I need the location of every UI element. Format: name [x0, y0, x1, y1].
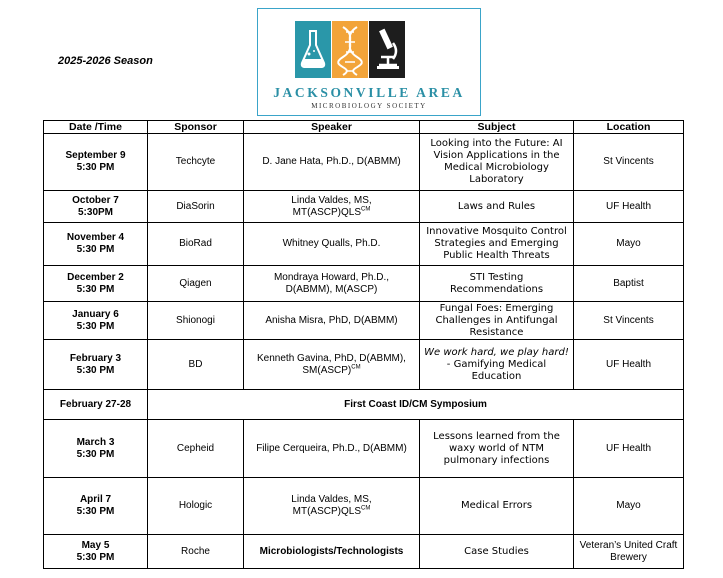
table-row [44, 134, 684, 191]
location-cell: Veteran’s United Craft Brewery [574, 535, 684, 569]
speaker-cell [244, 191, 420, 223]
time: 5:30 PM [76, 551, 115, 563]
sponsor-cell: Roche [148, 535, 244, 569]
speaker-cell: Anisha Misra, PhD, D(ABMM) [244, 302, 420, 340]
header-date: Date /Time [44, 121, 148, 134]
speaker-name: Mondraya Howard, Ph.D., [273, 271, 390, 283]
speaker-cell [244, 340, 420, 390]
table-row-event [44, 390, 684, 420]
flask-icon [295, 21, 331, 78]
date: May 5 [81, 539, 110, 551]
sponsor-cell: Qiagen [148, 266, 244, 302]
table-row [44, 223, 684, 266]
location-cell: St Vincents [574, 302, 684, 340]
logo-subtitle: MICROBIOLOGY SOCIETY [311, 102, 427, 110]
microscope-icon [369, 21, 405, 78]
sponsor-cell: BioRad [148, 223, 244, 266]
subject-cell: Case Studies [420, 535, 574, 569]
header-location: Location [574, 121, 684, 134]
subject-text: - Gamifying Medical Education [446, 358, 547, 382]
date-cell [44, 535, 148, 569]
time: 5:30 PM [76, 448, 115, 460]
speaker-name: Linda Valdes, MS, [291, 194, 372, 206]
date-cell [44, 478, 148, 535]
date-cell [44, 223, 148, 266]
subject-cell: Medical Errors [420, 478, 574, 535]
table-row [44, 302, 684, 340]
sponsor-cell: BD [148, 340, 244, 390]
sponsor-cell: DiaSorin [148, 191, 244, 223]
location-cell: UF Health [574, 420, 684, 478]
date: September 9 [65, 150, 126, 161]
table-row [44, 478, 684, 535]
subject-cell: Lessons learned from the waxy world of NTM pulmonary infections [420, 420, 574, 478]
speaker-name: Linda Valdes, MS, [291, 494, 372, 505]
speaker-cell: D. Jane Hata, Ph.D., D(ABMM) [244, 134, 420, 191]
time: 5:30 PM [76, 506, 115, 517]
time: 5:30 PM [76, 320, 115, 332]
speaker-credentials: SM(ASCP) [302, 364, 352, 376]
date: February 3 [69, 352, 122, 364]
speaker-cell [244, 478, 420, 535]
table-row [44, 191, 684, 223]
society-logo [257, 8, 481, 116]
season-label: 2025-2026 Season [58, 55, 153, 67]
table-row [44, 420, 684, 478]
time: 5:30PM [77, 206, 113, 218]
header-sponsor: Sponsor [148, 121, 244, 134]
date: January 6 [72, 308, 119, 320]
subject-cell: STI Testing Recommendations [420, 266, 574, 302]
date: March 3 [76, 436, 115, 448]
subject-cell: Innovative Mosquito Control Strategies and Emerging Public Health Threats [420, 223, 574, 266]
time: 5:30 PM [76, 244, 115, 255]
event-cell: First Coast ID/CM Symposium [148, 390, 684, 420]
speaker-cell: Microbiologists/Technologists [244, 535, 420, 569]
speaker-credentials: MT(ASCP)QLS [292, 206, 361, 218]
date-cell [44, 302, 148, 340]
time: 5:30 PM [76, 162, 115, 173]
microscope-tile [369, 21, 405, 78]
table-row [44, 340, 684, 390]
table-row [44, 266, 684, 302]
date: October 7 [72, 194, 119, 206]
header-subject: Subject [420, 121, 574, 134]
subject-cell [420, 340, 574, 390]
logo-title: JACKSONVILLE AREA [273, 85, 465, 100]
header-speaker: Speaker [244, 121, 420, 134]
date: November 4 [66, 232, 125, 243]
schedule-table [43, 120, 684, 569]
date-cell [44, 266, 148, 302]
credential-sup: CM [351, 364, 361, 371]
sponsor-cell: Techcyte [148, 134, 244, 191]
subject-cell: Looking into the Future: AI Vision Applications in the Medical Microbiology Laboratory [420, 134, 574, 191]
dna-tile [332, 21, 368, 78]
speaker-credentials: D(ABMM), M(ASCP) [285, 283, 378, 295]
date-cell: February 27-28 [44, 390, 148, 420]
date-cell [44, 420, 148, 478]
sponsor-cell: Shionogi [148, 302, 244, 340]
dna-icon [332, 21, 368, 78]
location-cell: Baptist [574, 266, 684, 302]
speaker-cell: Filipe Cerqueira, Ph.D., D(ABMM) [244, 420, 420, 478]
time: 5:30 PM [76, 283, 115, 295]
date-cell [44, 340, 148, 390]
date: April 7 [79, 494, 112, 505]
table-row [44, 535, 684, 569]
sponsor-cell: Cepheid [148, 420, 244, 478]
credential-sup: CM [361, 505, 371, 512]
date: December 2 [67, 271, 124, 283]
location-cell: St Vincents [574, 134, 684, 191]
credential-sup: CM [361, 206, 371, 213]
sponsor-cell: Hologic [148, 478, 244, 535]
subject-cell: Fungal Foes: Emerging Challenges in Antifungal Resistance [420, 302, 574, 340]
speaker-cell: Whitney Qualls, Ph.D. [244, 223, 420, 266]
date-cell [44, 134, 148, 191]
subject-emphasis: We work hard, we play hard! [424, 346, 569, 358]
speaker-credentials: MT(ASCP)QLS [292, 506, 361, 517]
speaker-cell [244, 266, 420, 302]
subject-cell: Laws and Rules [420, 191, 574, 223]
location-cell: UF Health [574, 340, 684, 390]
location-cell: UF Health [574, 191, 684, 223]
location-cell: Mayo [574, 478, 684, 535]
date-cell [44, 191, 148, 223]
location-cell: Mayo [574, 223, 684, 266]
flask-tile [295, 21, 331, 78]
time: 5:30 PM [76, 364, 115, 376]
speaker-name: Kenneth Gavina, PhD, D(ABMM), [257, 352, 406, 364]
table-header-row [44, 121, 684, 134]
